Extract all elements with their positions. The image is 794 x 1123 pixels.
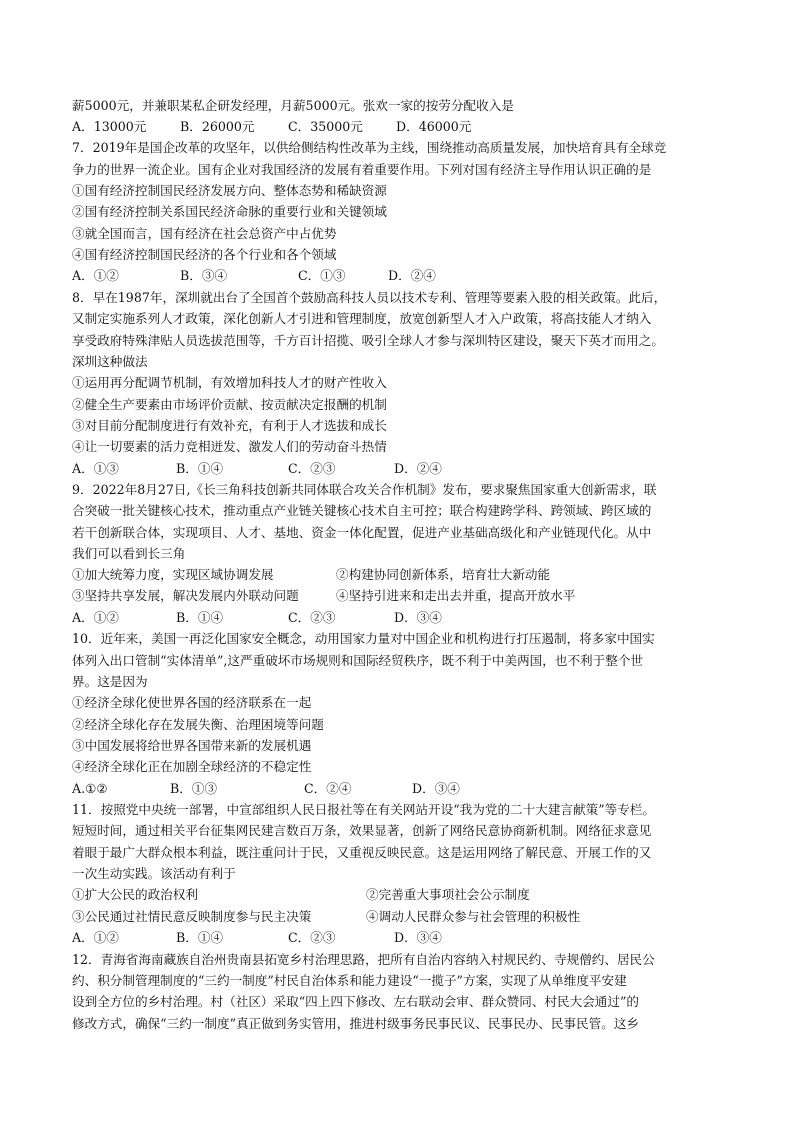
q12-stem-line: 约、积分制管理制度的“三约一制度”村民自治体系和能力建设“一揽子”方案，实现了从单维度平安建 [72, 973, 627, 988]
q11-item: ②完善重大事项社会公示制度 [366, 887, 530, 902]
q11-item: ④调动人民群众参与社会管理的积极性 [366, 909, 581, 924]
option-d: D．③④ [394, 610, 442, 625]
option-c: C．35000元 [288, 119, 363, 134]
q9-stem-line: 9．2022年8月27日,《长三角科技创新共同体联合攻关合作机制》发布，要求聚焦国家重大创新需求，联 [72, 482, 657, 497]
q12-stem-line: 12．青海省海南藏族自治州贵南县拓宽乡村治理思路，把所有自治内容纳入村规民约、寺规僧约、居民公 [72, 952, 655, 967]
option-c: C．②③ [288, 930, 336, 945]
option-c: C．②③ [288, 610, 336, 625]
q11-stem-line: 短短时间，通过相关平台征集网民建言数百万条，效果显著，创新了网络民意协商新机制。网络征求意见 [72, 823, 652, 838]
q8-item: ②健全生产要素由市场评价贡献、按贡献决定报酬的机制 [72, 397, 387, 412]
q11-item: ③公民通过社情民意反映制度参与民主决策 [72, 909, 312, 924]
q7-item: ④国有经济控制国民经济的各个行业和各个领域 [72, 247, 337, 262]
option-d: D．③④ [394, 930, 442, 945]
q9-item: ②构建协同创新体系，培育壮大新动能 [336, 567, 551, 582]
q7-item: ③就全国而言，国有经济在社会总资产中占优势 [72, 226, 337, 241]
q7-stem-line: 争力的世界一流企业。国有企业对我国经济的发展有着重要作用。下列对国有经济主导作用认识正确的是 [72, 162, 652, 177]
question-stem-line: 薪5000元，并兼职某私企研发经理，月薪5000元。张欢一家的按劳分配收入是 [72, 98, 514, 113]
option-d: D．46000元 [396, 119, 472, 134]
q8-stem-line: 深圳这种做法 [72, 354, 148, 369]
q8-stem-line: 享受政府特殊津贴人员选拔范围等，千方百计招揽、吸引全球人才参与深圳特区建设，聚天下英才而用之。 [72, 333, 664, 348]
q12-stem-line: 设到全方位的乡村治理。村（社区）采取“四上四下修改、左右联动会审、群众赞同、村民大会通过”的 [72, 994, 640, 1009]
option-b: B．①④ [176, 930, 224, 945]
q11-stem-line: 着眼于最广大群众根本利益，既注重问计于民，又重视反映民意。这是运用网络了解民意、开展工作的又 [72, 845, 652, 860]
q10-stem-line: 10．近年来，美国一再泛化国家安全概念，动用国家力量对中国企业和机构进行打压遏制，将多家中国实 [72, 631, 655, 646]
q7-stem-line: 7．2019年是国企改革的攻坚年，以供给侧结构性改革为主线，围绕推动高质量发展，加快培育具有全球竞 [72, 140, 667, 155]
q9-stem-line: 合突破一批关键核心技术，推动重点产业链关键核心技术自主可控；联合构建跨学科、跨领域、跨区域的 [72, 503, 652, 518]
q9-item: ④坚持引进来和走出去并重，提高开放水平 [336, 588, 576, 603]
q9-item: ①加大统筹力度，实现区域协调发展 [72, 567, 274, 582]
option-a: A．13000元 [72, 119, 147, 134]
q9-stem-line: 我们可以看到长三角 [72, 546, 186, 561]
q11-stem-line: 一次生动实践。该活动有利于 [72, 866, 236, 881]
option-a: A．①② [72, 610, 119, 625]
option-b: B．①③ [170, 781, 218, 796]
q11-item: ①扩大公民的政治权利 [72, 887, 198, 902]
option-b: B．③④ [180, 268, 228, 283]
option-b: B．26000元 [180, 119, 255, 134]
q8-item: ①运用再分配调节机制，有效增加科技人才的财产性收入 [72, 375, 387, 390]
q10-item: ④经济全球化正在加剧全球经济的不稳定性 [72, 759, 312, 774]
option-b: B．①④ [176, 461, 224, 476]
q8-stem-line: 8．早在1987年，深圳就出台了全国首个鼓励高科技人员以技术专利、管理等要素入股的相关政策。此后， [72, 290, 667, 305]
q10-stem-line: 界。这是因为 [72, 674, 148, 689]
option-c: C．②③ [288, 461, 336, 476]
q12-stem-line: 修改方式，确保“三约一制度”真正做到务实管用，推进村级事务民事民议、民事民办、民事民管。这乡 [72, 1016, 640, 1031]
q8-stem-line: 又制定实施系列人才政策，深化创新人才引进和管理制度，放宽创新型人才入户政策，将高技能人才纳入 [72, 311, 652, 326]
option-a: A．①③ [72, 461, 119, 476]
option-c: C．②④ [304, 781, 352, 796]
option-d: D．②④ [388, 268, 436, 283]
q8-item: ③对目前分配制度进行有效补充，有利于人才选拔和成长 [72, 418, 387, 433]
q7-item: ①国有经济控制国民经济发展方向、整体态势和稀缺资源 [72, 183, 387, 198]
option-c: C．①③ [298, 268, 346, 283]
q11-stem-line: 11．按照党中央统一部署，中宣部组织人民日报社等在有关网站开设“我为党的二十大建言献策”等专栏。 [72, 802, 656, 817]
option-a: A.①② [72, 781, 108, 796]
option-a: A．①② [72, 930, 119, 945]
option-d: D．③④ [412, 781, 460, 796]
q10-item: ①经济全球化使世界各国的经济联系在一起 [72, 695, 312, 710]
q10-item: ③中国发展将给世界各国带来新的发展机遇 [72, 738, 312, 753]
q10-stem-line: 体列入出口管制“实体清单”,这严重破坏市场规则和国际经贸秩序，既不利于中美两国，也不利于整个世 [72, 653, 644, 668]
q7-item: ②国有经济控制关系国民经济命脉的重要行业和关键领域 [72, 204, 387, 219]
q9-stem-line: 若干创新联合体，实现项目、人才、基地、资金一体化配置，促进产业基础高级化和产业链现代化。从中 [72, 525, 652, 540]
option-a: A．①② [72, 268, 119, 283]
q9-item: ③坚持共享发展，解决发展内外联动问题 [72, 588, 299, 603]
q10-item: ②经济全球化存在发展失衡、治理困境等问题 [72, 717, 324, 732]
q8-item: ④让一切要素的活力竞相迸发、激发人们的劳动奋斗热情 [72, 439, 387, 454]
option-d: D．②④ [394, 461, 442, 476]
option-b: B．①④ [176, 610, 224, 625]
